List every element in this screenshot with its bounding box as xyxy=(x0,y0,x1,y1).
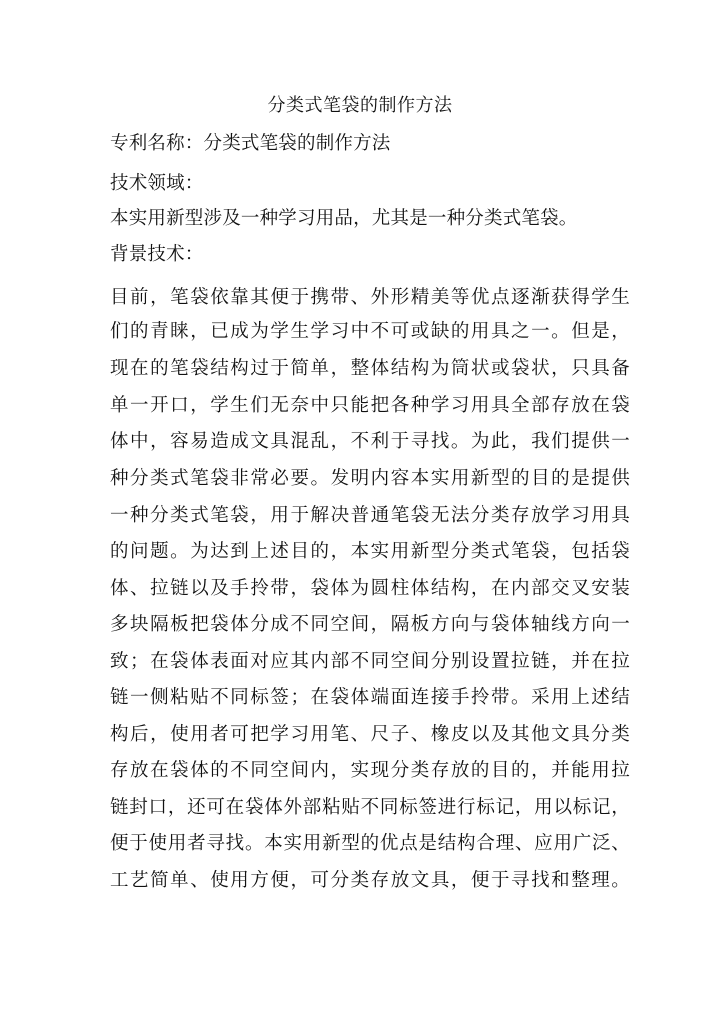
background-line-7: 一种分类式笔袋，用于解决普通笔袋无法分类存放学习用具 xyxy=(110,505,630,526)
document-title: 分类式笔袋的制作方法 xyxy=(267,95,453,116)
background-line-17: 工艺简单、使用方便，可分类存放文具，便于寻找和整理。 xyxy=(110,870,630,891)
field-heading: 技术领域： xyxy=(110,173,204,194)
background-line-8: 的问题。为达到上述目的，本实用新型分类式笔袋，包括袋 xyxy=(110,541,630,562)
field-text: 本实用新型涉及一种学习用品，尤其是一种分类式笔袋。 xyxy=(110,208,578,229)
background-line-6: 种分类式笔袋非常必要。发明内容本实用新型的目的是提供 xyxy=(110,468,630,489)
background-line-3: 现在的笔袋结构过于简单，整体结构为筒状或袋状，只具备 xyxy=(110,358,630,379)
background-line-15: 链封口，还可在袋体外部粘贴不同标签进行标记，用以标记， xyxy=(110,797,630,818)
background-line-14: 存放在袋体的不同空间内，实现分类存放的目的，并能用拉 xyxy=(110,760,630,781)
patent-name-line: 专利名称：分类式笔袋的制作方法 xyxy=(110,133,391,154)
background-line-5: 体中，容易造成文具混乱，不利于寻找。为此，我们提供一 xyxy=(110,431,630,452)
background-line-1: 目前，笔袋依靠其便于携带、外形精美等优点逐渐获得学生 xyxy=(110,287,630,308)
background-line-10: 多块隔板把袋体分成不同空间，隔板方向与袋体轴线方向一 xyxy=(110,614,630,635)
background-line-13: 构后，使用者可把学习用笔、尺子、橡皮以及其他文具分类 xyxy=(110,724,630,745)
background-line-12: 链一侧粘贴不同标签；在袋体端面连接手拎带。采用上述结 xyxy=(110,687,630,708)
background-line-9: 体、拉链以及手拎带，袋体为圆柱体结构，在内部交叉安装 xyxy=(110,578,630,599)
background-line-4: 单一开口，学生们无奈中只能把各种学习用具全部存放在袋 xyxy=(110,395,630,416)
background-line-11: 致；在袋体表面对应其内部不同空间分别设置拉链，并在拉 xyxy=(110,651,630,672)
background-heading: 背景技术： xyxy=(110,244,204,265)
background-line-2: 们的青睐，已成为学生学习中不可或缺的用具之一。但是， xyxy=(110,321,630,342)
background-line-16: 便于使用者寻找。本实用新型的优点是结构合理、应用广泛、 xyxy=(110,833,630,854)
